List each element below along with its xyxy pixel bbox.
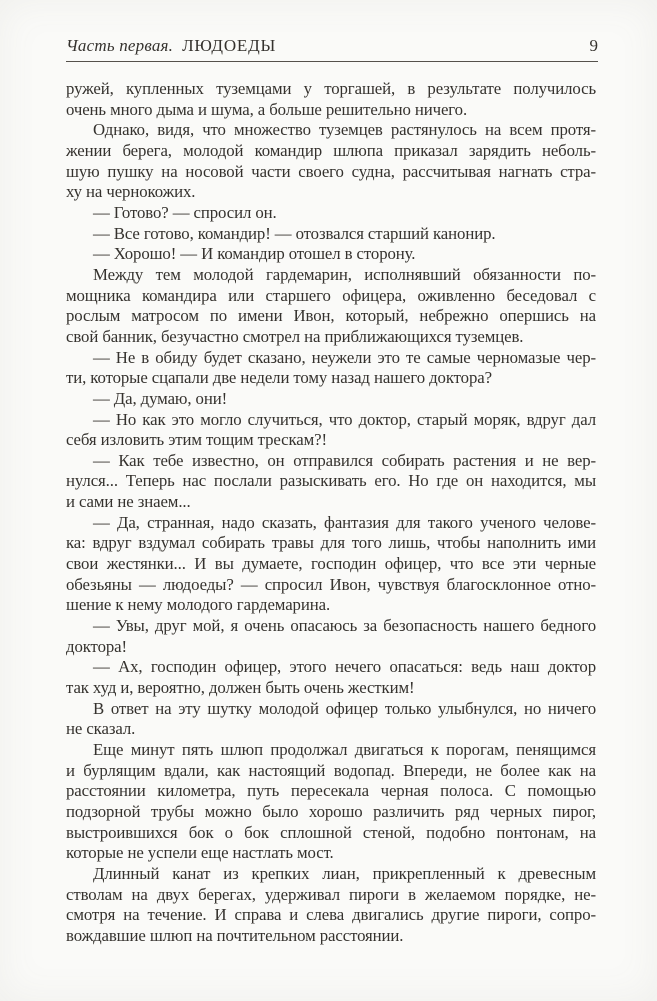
paragraph — [66, 410, 596, 451]
text-line: нулся... Теперь нас послали разыскивать его. Но где он находится, мы — [66, 471, 596, 491]
text-line: ху на чернокожих. — [66, 182, 196, 202]
text-line: — Но как это могло случиться, что доктор, старый моряк, вдруг дал — [93, 409, 596, 429]
text-line: свои жестянки... И вы думаете, господин офицер, что все эти черные — [66, 554, 596, 574]
part-title: ЛЮДОЕДЫ — [182, 36, 277, 55]
text-line: и сами не знаем... — [66, 492, 191, 512]
text-line: — Да, странная, надо сказать, фантазия для такого ученого челове- — [93, 512, 596, 532]
text-line: доктора! — [66, 636, 127, 656]
text-line: шую пушку на носовой части своего судна, рассчитывая нагнать стра- — [66, 161, 596, 181]
paragraph — [66, 120, 596, 203]
paragraph — [66, 224, 596, 245]
text-line: ти, которые сцапали две недели тому назад нашего доктора? — [66, 368, 492, 388]
text-line: — Не в обиду будет сказано, неужели это те самые черномазые чер- — [93, 347, 596, 367]
paragraph — [66, 451, 596, 513]
text-line: — Готово? — спросил он. — [93, 202, 277, 222]
page-content — [66, 36, 596, 947]
text-line: рослым матросом по имени Ивон, который, небрежно опершись на — [66, 306, 596, 326]
text-line: Однако, видя, что множество туземцев растянулось на всем протя- — [93, 120, 596, 140]
paragraph — [66, 244, 596, 265]
text-line: Между тем молодой гардемарин, исполнявший обязанности по- — [93, 264, 596, 284]
text-line: обезьяны — людоеды? — спросил Ивон, чувствуя благосклонное отно- — [66, 574, 596, 594]
paragraph — [66, 616, 596, 657]
text-line: жении берега, молодой командир шлюпа приказал зарядить неболь- — [66, 140, 596, 160]
running-header — [66, 36, 598, 62]
text-line: ка: вдруг вздумал собирать травы для того лишь, чтобы наполнить ими — [66, 533, 596, 553]
text-line: Еще минут пять шлюп продолжал двигаться к порогам, пенящимся — [93, 740, 596, 759]
part-label: Часть первая. — [66, 36, 174, 55]
paragraph — [66, 864, 596, 947]
text-line: и бурлящим вдали, как настоящий водопад. Впереди, не более как на — [66, 760, 596, 780]
paragraph — [66, 513, 596, 616]
text-line: В ответ на эту шутку молодой офицер только улыбнулся, но ничего — [93, 698, 596, 718]
text-line: выстроившихся бок о бок сплошной стеной, подобно понтонам, на — [66, 822, 596, 842]
paragraph — [66, 203, 596, 224]
paragraph — [66, 657, 596, 698]
page-text — [66, 79, 596, 947]
text-line: стволам на двух берегах, удерживал пироги в желаемом порядке, не- — [66, 884, 596, 904]
text-line: очень много дыма и шума, а больше решительно ничего. — [66, 99, 468, 119]
text-line: подзорной трубы можно было хорошо различить ряд черных пирог, — [66, 801, 596, 821]
text-line: Длинный канат из крепких лиан, прикрепленный к древесным — [93, 863, 596, 883]
text-line: — Все готово, командир! — отозвался старший канонир. — [93, 223, 496, 243]
text-line: ружей, купленных туземцами у торгашей, в результате получилось — [66, 79, 596, 98]
text-line: себя изловить этим тощим трескам?! — [66, 430, 327, 450]
paragraph — [66, 699, 596, 740]
text-line: мощника командира или старшего офицера, оживленно беседовал с — [66, 285, 596, 305]
text-line: которые не успели еще настлать мост. — [66, 843, 334, 863]
text-line: — Как тебе известно, он отправился собирать растения и не вер- — [93, 450, 596, 470]
paragraph — [66, 389, 596, 410]
text-line: вождавшие шлюп на почтительном расстоянии. — [66, 925, 404, 945]
text-line: смотря на течение. И справа и слева двигались другие пироги, сопро- — [66, 905, 596, 925]
text-line: — Да, думаю, они! — [93, 388, 228, 408]
text-line: — Ах, господин офицер, этого нечего опасаться: ведь наш доктор — [93, 657, 596, 677]
text-line: — Увы, друг мой, я очень опасаюсь за безопасность нашего бедного — [93, 616, 596, 636]
page-number: 9 — [589, 36, 598, 55]
text-line: — Хорошо! — И командир отошел в сторону. — [93, 244, 416, 264]
paragraph — [66, 79, 596, 120]
running-header-left — [66, 36, 276, 56]
text-line: свой банник, безучастно смотрел на приближающихся туземцев. — [66, 326, 524, 346]
text-line: так худ и, вероятно, должен быть очень жестким! — [66, 678, 415, 698]
text-line: шение к нему молодого гардемарина. — [66, 595, 331, 615]
text-line: не сказал. — [66, 719, 136, 739]
paragraph — [66, 348, 596, 389]
paragraph — [66, 740, 596, 864]
text-line: расстоянии километра, путь пересекала черная полоса. С помощью — [66, 781, 596, 801]
paragraph — [66, 265, 596, 348]
